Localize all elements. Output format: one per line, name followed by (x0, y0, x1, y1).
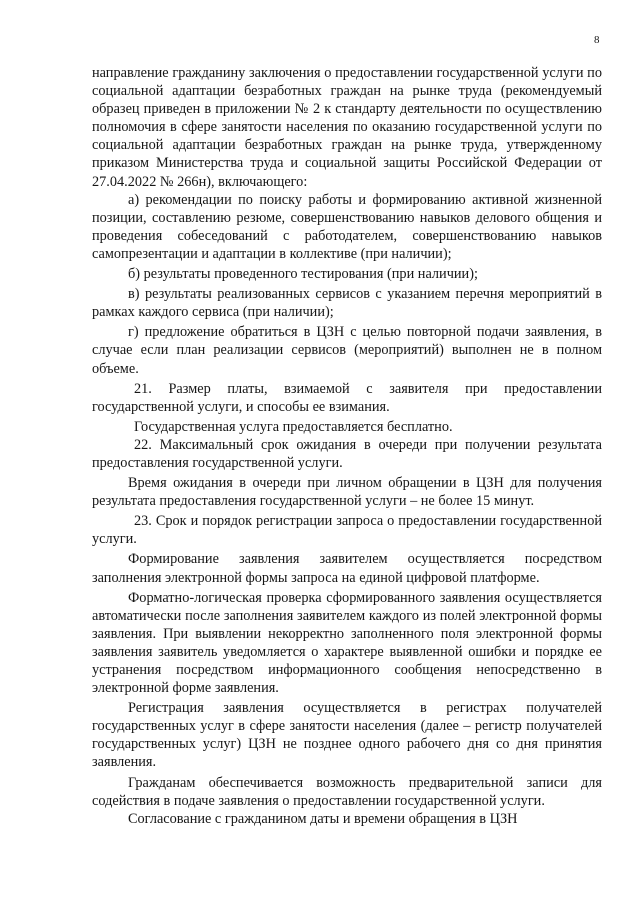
paragraph-item-b: б) результаты проведенного тестирования (при наличии); (128, 266, 478, 283)
document-body (92, 64, 602, 828)
paragraph-conclusion-direction: направление гражданину заключения о предоставлении государственной услуги по социальной адаптации безработных граждан на рынке труда (рекомендуемый образец приведен в приложении № 2 к стандарту деятельности по осуществлению полномочия в сфере занятости населения по оказанию государственной услуги по социальной адаптации безработных граждан на рынке труда, утвержденному приказом Министерства труда и социальной защиты Российской Федерации от 27.04.2022 № 266н), включающего: (92, 65, 602, 190)
paragraph-section-21: 21. Размер платы, взимаемой с заявителя при предоставлении государственной услуги, и способы ее взимания. (92, 380, 602, 415)
paragraph-waiting-time: Время ожидания в очереди при личном обращении в ЦЗН для получения результата предоставления государственной услуги – не более 15 минут. (92, 475, 602, 510)
paragraph-free-of-charge: Государственная услуга предоставляется бесплатно. (134, 418, 453, 435)
paragraph-section-23: 23. Срок и порядок регистрации запроса о предоставлении государственной услуги. (92, 513, 602, 548)
paragraph-form-filling: Формирование заявления заявителем осуществляется посредством заполнения электронной формы запроса на единой цифровой платформе. (92, 551, 602, 586)
page-number: 8 (594, 34, 600, 46)
paragraph-item-g: г) предложение обратиться в ЦЗН с целью повторной подачи заявления, в случае если план реализации сервисов (мероприятий) выполнен не в полном объеме. (92, 324, 602, 377)
paragraph-item-a: а) рекомендации по поиску работы и формированию активной жизненной позиции, составлению резюме, совершенствованию навыков делового общения и проведения собеседований с работодателем, совершенствованию навыков самопрезентации и адаптации в коллективе (при наличии); (92, 191, 602, 262)
paragraph-date-agreement: Согласование с гражданином даты и времени обращения в ЦЗН (128, 810, 518, 827)
paragraph-item-v: в) результаты реализованных сервисов с указанием перечня мероприятий в рамках каждого сервиса (при наличии); (92, 286, 602, 321)
paragraph-section-22: 22. Максимальный срок ожидания в очереди при получении результата предоставления государственной услуги. (92, 436, 602, 471)
paragraph-registration: Регистрация заявления осуществляется в регистрах получателей государственных услуг в сфере занятости населения (далее – регистр получателей государственных услуг) ЦЗН не позднее одного рабочего дня со дня принятия заявления. (92, 700, 602, 771)
paragraph-pre-registration: Гражданам обеспечивается возможность предварительной записи для содействия в подаче заявления о предоставлении государственной услуги. (92, 774, 602, 809)
paragraph-format-check: Форматно-логическая проверка сформированного заявления осуществляется автоматически после заполнения заявителем каждого из полей электронной формы заявления. При выявлении некорректно заполненного поля электронной формы заявления заявитель уведомляется о характере выявленной ошибки и порядке ее устранения посредством информационного сообщения непосредственно в электронной форме заявления. (92, 589, 602, 697)
